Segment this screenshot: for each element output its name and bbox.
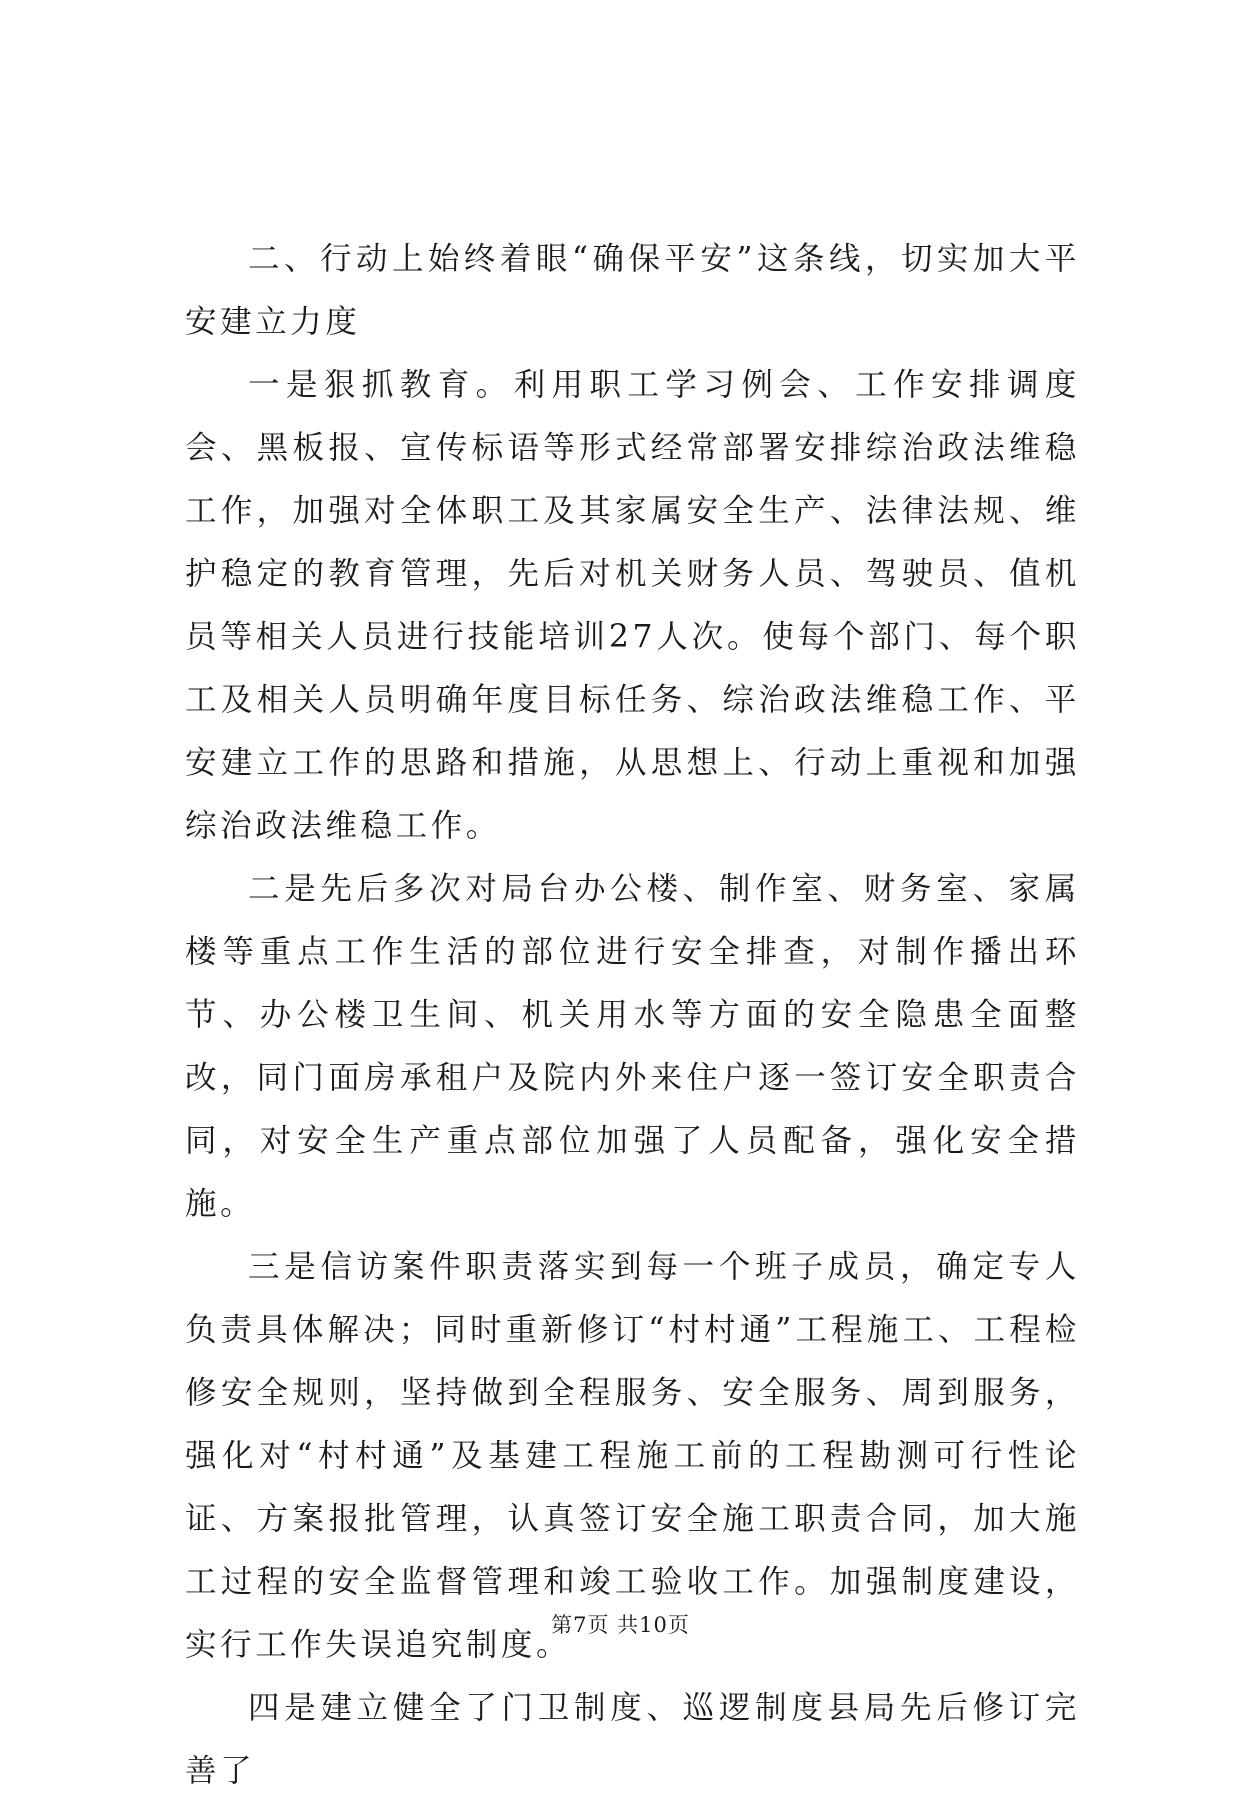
page-number-footer: 第7页 共10页 — [551, 1613, 690, 1637]
paragraph-safety-inspection: 二是先后多次对局台办公楼、制作室、财务室、家属楼等重点工作生活的部位进行安全排查，对制作播出环节、办公楼卫生间、机关用水等方面的安全隐患全面整改，同门面房承租户及院内外来住户逐一签订安全职责合同，对安全生产重点部位加强了人员配备，强化安全措施。 — [185, 871, 1080, 1222]
section-heading: 二、行动上始终着眼“确保平安”这条线，切实加大平安建立力度 — [185, 241, 1080, 340]
document-body — [185, 228, 1080, 1803]
paragraph-education: 一是狠抓教育。利用职工学习例会、工作安排调度会、黑板报、宣传标语等形式经常部署安排综治政法维稳工作，加强对全体职工及其家属安全生产、法律法规、维护稳定的教育管理，先后对机关财务人员、驾驶员、值机员等相关人员进行技能培训27人次。使每个部门、每个职工及相关人员明确年度目标任务、综治政法维稳工作、平安建立工作的思路和措施，从思想上、行动上重视和加强综治政法维稳工作。 — [185, 367, 1080, 844]
paragraph-guard-system: 四是建立健全了门卫制度、巡逻制度县局先后修订完善了 — [185, 1690, 1080, 1789]
paragraph-petition-responsibility: 三是信访案件职责落实到每一个班子成员，确定专人负责具体解决；同时重新修订“村村通”工程施工、工程检修安全规则，坚持做到全程服务、安全服务、周到服务，强化对“村村通”及基建工程施工前的工程勘测可行性论证、方案报批管理，认真签订安全施工职责合同，加大施工过程的安全监督管理和竣工验收工作。加强制度建设，实行工作失误追究制度。 — [185, 1249, 1080, 1663]
